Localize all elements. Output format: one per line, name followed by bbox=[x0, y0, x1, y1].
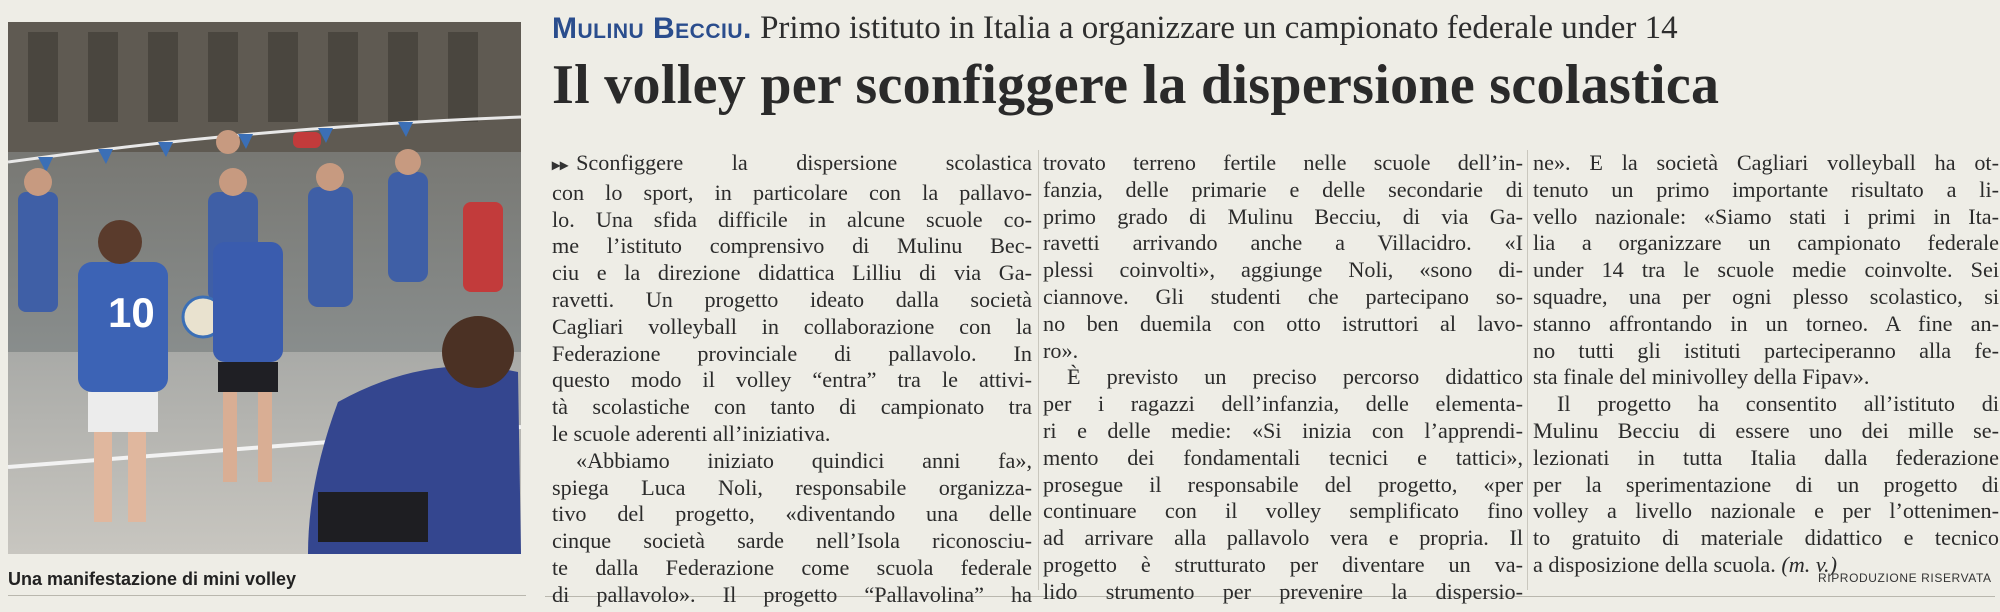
text-line: con lo sport, in particolare con la pallavo- bbox=[552, 179, 1032, 205]
text-line: volley a livello nazionale e per l’ottenimen- bbox=[1533, 498, 1999, 524]
text-line: progetto è strutturato per diventare un va- bbox=[1043, 551, 1523, 577]
text-line: to gratuito di materiale didattico e tecnico bbox=[1533, 525, 1999, 551]
text-line: questo modo il volley “entra” tra le attivi- bbox=[552, 367, 1032, 393]
text-line: ri e delle medie: «Si inizia con l’apprendi- bbox=[1043, 417, 1523, 443]
text-line: tenuto un primo importante risultato a li- bbox=[1533, 176, 1999, 202]
text-line: cinque società sarde nell’Isola riconosciu- bbox=[552, 528, 1032, 554]
text-line: stanno affrontando in un torneo. A fine an- bbox=[1533, 310, 1999, 336]
text-line: a disposizione della scuola. (m. v.) bbox=[1533, 551, 1837, 577]
text-line: lezionati in tutta Italia dalla federazione bbox=[1533, 444, 1999, 470]
text-line: primo grado di Mulinu Becciu, di via Ga- bbox=[1043, 203, 1523, 229]
text-line: Cagliari volleyball in collaborazione con la bbox=[552, 313, 1032, 339]
text-line: vello nazionale: «Siamo stati i primi in Ita- bbox=[1533, 203, 1999, 229]
reproduction-notice: RIPRODUZIONE RISERVATA bbox=[1818, 571, 1992, 585]
kicker bbox=[552, 8, 1992, 49]
text-line: le scuole aderenti all’iniziativa. bbox=[552, 420, 831, 446]
volleyball-event-photo bbox=[8, 22, 521, 554]
text-line: ▸▸ Sconfiggere la dispersione scolastica bbox=[552, 150, 1032, 175]
photo-caption: Una manifestazione di mini volley bbox=[8, 569, 297, 589]
text-line: me l’istituto comprensivo di Mulinu Bec- bbox=[552, 233, 1032, 259]
text-line: mento dei fondamentali tecnici e tattici», bbox=[1043, 444, 1523, 470]
text-line: di pallavolo». Il progetto “Pallavolina” ha bbox=[552, 581, 1032, 607]
text-line: ravetti arrivando anche a Villacidro. «I bbox=[1043, 230, 1523, 256]
text-line: continuare con il volley semplificato fino bbox=[1043, 498, 1523, 524]
article-column-3 bbox=[1533, 150, 1999, 579]
text-line: lia a organizzare un campionato federale bbox=[1533, 230, 1999, 256]
text-line: trovato terreno fertile nelle scuole dell’in- bbox=[1043, 150, 1523, 175]
text-line: prosegue il responsabile del progetto, «per bbox=[1043, 471, 1523, 497]
jersey-number: 10 bbox=[108, 289, 155, 336]
text-line: ne». E la società Cagliari volleyball ha ot- bbox=[1533, 150, 1999, 175]
text-line: squadre, una per ogni plesso scolastico, si bbox=[1533, 283, 1999, 309]
text-line: È previsto un preciso percorso didattico bbox=[1067, 364, 1523, 390]
article-column-2 bbox=[1043, 150, 1523, 606]
text-line: Mulinu Becciu di essere uno dei mille se- bbox=[1533, 417, 1999, 443]
text-line: tivo del progetto, «diventando una delle bbox=[552, 501, 1032, 527]
text-line: Il progetto ha consentito all’istituto di bbox=[1557, 391, 1999, 417]
text-line: sta finale del minivolley della Fipav». bbox=[1533, 364, 1870, 390]
text-line: ro». bbox=[1043, 337, 1079, 363]
text-line: lo. Una sfida difficile in alcune scuole co- bbox=[552, 206, 1032, 232]
text-line: ciannove. Gli studenti che partecipano so- bbox=[1043, 283, 1523, 309]
text-line: ravetti. Un progetto ideato dalla società bbox=[552, 286, 1032, 312]
caption-rule bbox=[8, 595, 526, 596]
text-line: no tutti gli istituti parteciperanno alla fe- bbox=[1533, 337, 1999, 363]
text-line: lido strumento per prevenire la dispersio- bbox=[1043, 578, 1523, 604]
text-line: per la sperimentazione di un progetto di bbox=[1533, 471, 1999, 497]
author-signature: (m. v.) bbox=[1781, 551, 1837, 577]
text-line: ad arrivare alla pallavolo vera e propria. Il bbox=[1043, 525, 1523, 551]
text-line: Federazione provinciale di pallavolo. In bbox=[552, 340, 1032, 366]
text-line: «Abbiamo iniziato quindici anni fa», bbox=[576, 447, 1032, 473]
text-line: under 14 tra le scuole medie coinvolte. Sei bbox=[1533, 257, 1999, 283]
headline: Il volley per sconfiggere la dispersione scolastica bbox=[552, 54, 1720, 116]
text-line: per i ragazzi dell’infanzia, delle elementa- bbox=[1043, 391, 1523, 417]
text-line: spiega Luca Noli, responsabile organizza- bbox=[552, 474, 1032, 500]
text-line: tà scolastiche con tanto di campionato tra bbox=[552, 394, 1032, 420]
article-photo bbox=[8, 22, 521, 554]
text-line: ciu e la direzione didattica Lilliu di via Ga- bbox=[552, 260, 1032, 286]
column-divider bbox=[1527, 150, 1528, 590]
column-divider bbox=[1038, 150, 1039, 590]
text-line: plessi coinvolti», aggiunge Noli, «sono di- bbox=[1043, 257, 1523, 283]
article-column-1 bbox=[552, 150, 1032, 609]
kicker-place: Mulinu Becciu. bbox=[552, 12, 752, 45]
kicker-text: Primo istituto in Italia a organizzare un campionato federale under 14 bbox=[760, 10, 1678, 46]
text-line: te dalla Federazione come scuola federale bbox=[552, 554, 1032, 580]
paragraph-arrow-icon: ▸▸ bbox=[552, 157, 569, 174]
text-line: fanzia, delle primarie e delle secondarie di bbox=[1043, 176, 1523, 202]
text-line: no ben duemila con otto istruttori al lavo- bbox=[1043, 310, 1523, 336]
